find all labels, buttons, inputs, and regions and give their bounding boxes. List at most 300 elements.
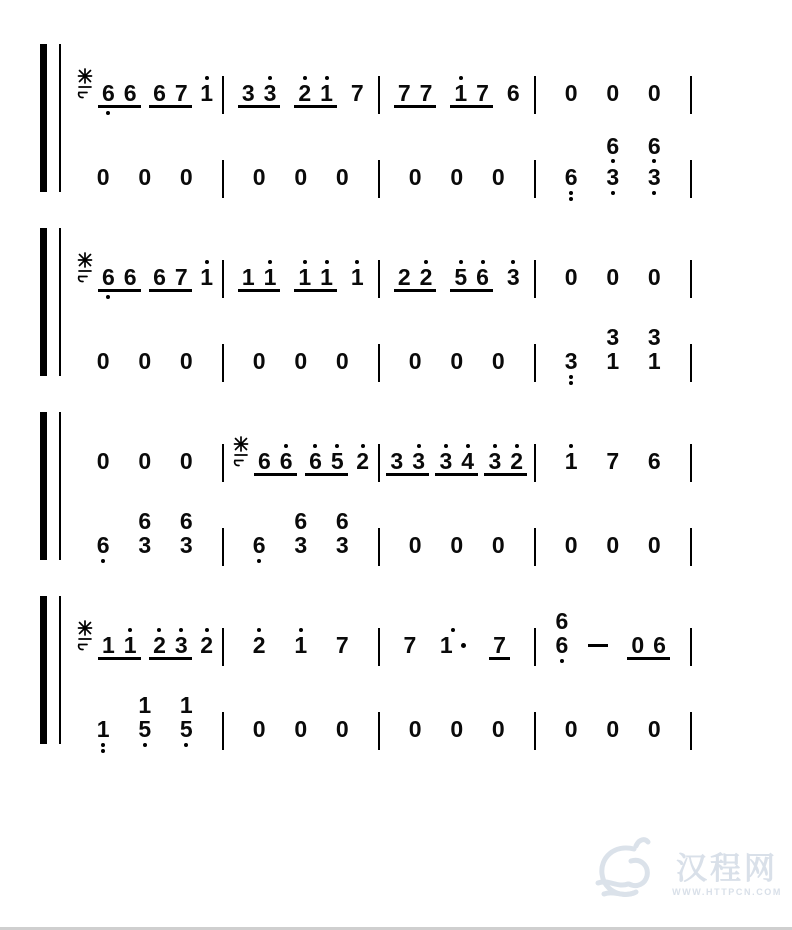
measure (68, 620, 222, 660)
digit-row (510, 448, 524, 474)
rest (252, 164, 266, 190)
note-digit: 1 (200, 80, 213, 106)
note-digit: 2 (356, 448, 369, 474)
jianpu-score (40, 44, 692, 780)
score-system-4 (40, 596, 692, 744)
octave-dots-below (257, 559, 261, 563)
measure (68, 348, 222, 376)
digit-row (252, 164, 266, 190)
octave-dot (611, 191, 615, 195)
digit-row (408, 348, 422, 374)
note (263, 260, 277, 290)
measure (536, 264, 690, 292)
note-digit: 3 (294, 532, 308, 558)
measure (224, 508, 378, 560)
rest (450, 348, 464, 374)
watermark-brand: 汉程网 (676, 850, 779, 886)
digit-row (408, 716, 422, 742)
note (279, 444, 293, 474)
note-digit: 6 (102, 264, 115, 290)
note-digit: 0 (96, 164, 110, 190)
note-digit: 0 (491, 164, 505, 190)
measure (536, 608, 690, 660)
note (350, 260, 364, 290)
note (488, 444, 502, 474)
beamed-group (149, 264, 192, 292)
note-digit: 0 (606, 716, 620, 742)
note (506, 260, 520, 290)
score-system-2 (40, 228, 692, 376)
barline (534, 260, 537, 298)
note (294, 508, 308, 534)
note (179, 532, 193, 558)
note (419, 260, 433, 290)
digit-row (606, 324, 620, 350)
note (454, 76, 468, 106)
digit-row (298, 80, 312, 106)
note (461, 444, 475, 474)
digit-row (298, 264, 312, 290)
digit-row (263, 80, 277, 106)
measure (380, 76, 534, 108)
measure (536, 80, 690, 108)
note-digit: 0 (138, 448, 152, 474)
note (102, 264, 115, 290)
digit-row (350, 264, 364, 290)
note-digit: 2 (298, 80, 312, 106)
measure (536, 444, 690, 476)
watermark-url: WWW.HTTPCN.COM (672, 886, 782, 897)
rest (252, 716, 266, 742)
note-digit: 0 (335, 348, 349, 374)
note (335, 532, 349, 558)
digit-row (102, 264, 115, 290)
chord (606, 133, 620, 190)
note-digit: 3 (564, 348, 578, 374)
rest (408, 348, 422, 374)
digit-row (153, 264, 166, 290)
octave-dot (101, 749, 105, 753)
measure (380, 348, 534, 376)
chord (179, 508, 193, 558)
rest (450, 532, 464, 558)
note (96, 532, 110, 558)
note-digit: 1 (439, 632, 453, 658)
note-digit: 3 (488, 448, 502, 474)
rest (564, 264, 578, 290)
note-digit: 7 (350, 80, 364, 106)
digit-row (564, 716, 578, 742)
octave-dot (184, 743, 188, 747)
beamed-group (238, 260, 281, 292)
rest (138, 164, 152, 190)
system-bracket (40, 44, 61, 192)
octave-dots-below (611, 159, 615, 163)
digit-row (138, 448, 152, 474)
note-digit: 3 (647, 324, 661, 350)
note-digit: 2 (200, 632, 213, 658)
note-digit: 3 (390, 448, 404, 474)
digit-row (200, 632, 213, 658)
note-digit: 1 (294, 632, 308, 658)
rest (647, 264, 661, 290)
note (606, 164, 620, 190)
note-digit: 0 (408, 532, 422, 558)
digit-row (564, 532, 578, 558)
measure (224, 260, 378, 292)
barline (378, 76, 381, 114)
octave-dots-below (560, 659, 564, 663)
note-digit: 0 (252, 348, 266, 374)
digit-row (403, 632, 417, 658)
digit-row (564, 80, 578, 106)
note-digit: 6 (506, 80, 520, 106)
note-digit: 6 (606, 133, 620, 159)
note-digit: 3 (439, 448, 453, 474)
beamed-group (305, 444, 348, 476)
note (258, 448, 271, 474)
note-digit: 0 (491, 532, 505, 558)
note-digit: 0 (294, 716, 308, 742)
note-digit: 1 (241, 264, 255, 290)
note-digit: 0 (408, 164, 422, 190)
digit-row (252, 716, 266, 742)
barline (534, 160, 537, 198)
note (390, 448, 404, 474)
note-digit: 7 (476, 80, 489, 106)
note-digit: 0 (294, 348, 308, 374)
note-digit: 3 (179, 532, 193, 558)
digit-row (294, 532, 308, 558)
note (320, 260, 333, 290)
measure (536, 716, 690, 744)
melody-line (68, 228, 692, 292)
measure (224, 164, 378, 192)
note (439, 628, 466, 658)
digit-row (179, 348, 193, 374)
barline (534, 628, 537, 666)
rest (647, 716, 661, 742)
digit-row (397, 264, 411, 290)
note (200, 76, 213, 106)
note-digit: 1 (298, 264, 312, 290)
rest (450, 164, 464, 190)
rest (564, 716, 578, 742)
octave-dot (652, 159, 656, 163)
melody-line (68, 44, 692, 108)
note-digit: 0 (631, 632, 645, 658)
digit-row (647, 133, 661, 159)
note (138, 716, 152, 742)
note-digit: 0 (179, 348, 193, 374)
note (102, 80, 115, 106)
note (493, 632, 506, 658)
digit-row (96, 716, 110, 742)
barline (378, 160, 381, 198)
note-digit: 0 (647, 716, 661, 742)
digit-row (252, 532, 266, 558)
octave-dot (101, 559, 105, 563)
barline (378, 628, 381, 666)
note-digit: 0 (408, 348, 422, 374)
note-digit: 1 (96, 716, 110, 742)
digit-row (506, 80, 520, 106)
note-digit: 0 (564, 716, 578, 742)
note-digit: 7 (174, 264, 188, 290)
note-digit: 7 (493, 632, 506, 658)
system-lines (68, 228, 692, 376)
note-digit: 1 (647, 348, 661, 374)
digit-row (320, 264, 333, 290)
digit-row (419, 80, 433, 106)
note (294, 628, 308, 658)
barline (378, 712, 381, 750)
note-digit: 0 (450, 716, 464, 742)
barline (222, 628, 225, 666)
digit-row (96, 348, 110, 374)
note-digit: 0 (647, 264, 661, 290)
note-digit: 4 (461, 448, 475, 474)
rest (294, 716, 308, 742)
barline (690, 628, 693, 666)
rest (408, 532, 422, 558)
digit-row (241, 264, 255, 290)
digit-row (138, 692, 152, 718)
digit-row (350, 80, 364, 106)
sustain-dash (588, 644, 608, 647)
digit-row (179, 716, 193, 742)
digit-row (408, 532, 422, 558)
watermark-logo-icon (590, 835, 670, 914)
digit-row (491, 348, 505, 374)
note (241, 80, 255, 106)
rest (450, 716, 464, 742)
digit-row (123, 80, 137, 106)
digit-row (200, 80, 213, 106)
measure (68, 448, 222, 476)
octave-dots-below (101, 559, 105, 563)
note (200, 628, 213, 658)
digit-row (335, 508, 349, 534)
digit-row (153, 632, 166, 658)
barline (378, 260, 381, 298)
digit-row (252, 348, 266, 374)
octave-dots-below (143, 743, 147, 747)
note-digit: 1 (102, 632, 115, 658)
beamed-group (294, 260, 337, 292)
rest (491, 348, 505, 374)
note (647, 448, 661, 474)
measure (68, 164, 222, 192)
digit-row (335, 716, 349, 742)
note-digit: 2 (397, 264, 411, 290)
note (96, 716, 110, 742)
rest (335, 348, 349, 374)
note-digit: 0 (294, 164, 308, 190)
rest (606, 532, 620, 558)
note-digit: 6 (179, 508, 193, 534)
beamed-group (294, 76, 337, 108)
digit-row (179, 448, 193, 474)
beamed-group (98, 80, 141, 108)
rest (96, 348, 110, 374)
note-digit: 0 (179, 164, 193, 190)
digit-row (294, 632, 308, 658)
barline (534, 528, 537, 566)
note-digit: 0 (252, 716, 266, 742)
note-digit: 0 (450, 164, 464, 190)
note (294, 532, 308, 558)
note (647, 133, 661, 163)
digit-row (153, 80, 166, 106)
accompaniment-line (68, 128, 692, 192)
note-digit: 0 (564, 264, 578, 290)
digit-row (606, 716, 620, 742)
digit-row (138, 508, 152, 534)
rest (138, 348, 152, 374)
barline (534, 76, 537, 114)
accompaniment-line (68, 312, 692, 376)
note-digit: 0 (606, 264, 620, 290)
digit-row (279, 448, 293, 474)
beamed-group (149, 80, 192, 108)
note-digit: 6 (653, 632, 666, 658)
note-digit: 0 (647, 80, 661, 106)
digit-row (461, 448, 475, 474)
note-digit: 1 (138, 692, 152, 718)
digit-row (450, 164, 464, 190)
note-digit: 6 (279, 448, 293, 474)
score-system-3 (40, 412, 692, 560)
note-digit: 2 (252, 632, 266, 658)
digit-row (174, 264, 188, 290)
digit-row (488, 448, 502, 474)
note-digit: 0 (491, 348, 505, 374)
note-digit: 5 (138, 716, 152, 742)
note-digit: 6 (294, 508, 308, 534)
rest (179, 164, 193, 190)
glissando-ornament-icon (77, 252, 93, 283)
digit-row (96, 448, 110, 474)
note (335, 632, 349, 658)
digit-row (647, 80, 661, 106)
note (647, 348, 661, 374)
note-digit: 0 (138, 348, 152, 374)
measure (380, 716, 534, 744)
measure (68, 508, 222, 560)
digit-row (200, 264, 213, 290)
chord (647, 133, 661, 190)
note (454, 260, 468, 290)
note (123, 628, 137, 658)
digit-row (179, 532, 193, 558)
digit-row (320, 80, 333, 106)
chord (138, 692, 152, 742)
note-digit: 5 (454, 264, 468, 290)
note (153, 80, 166, 106)
octave-dots-below (184, 743, 188, 747)
octave-dot (257, 559, 261, 563)
digit-row (454, 264, 468, 290)
measure (224, 436, 378, 476)
digit-row (491, 716, 505, 742)
digit-row (294, 164, 308, 190)
octave-dots-below (569, 191, 573, 201)
rest (96, 164, 110, 190)
octave-dot (569, 381, 573, 385)
note-digit: 6 (258, 448, 271, 474)
note-digit: 6 (102, 80, 115, 106)
octave-dot (569, 375, 573, 379)
note-digit: 6 (153, 264, 166, 290)
note (653, 632, 666, 658)
measure (380, 628, 534, 660)
note (335, 508, 349, 534)
note-digit: 2 (419, 264, 433, 290)
digit-row (564, 164, 578, 190)
note (174, 80, 188, 106)
barline (690, 260, 693, 298)
note (179, 508, 193, 534)
system-bracket (40, 228, 61, 376)
digit-row (439, 448, 453, 474)
note (564, 164, 578, 190)
digit-row (476, 80, 489, 106)
barline (690, 344, 693, 382)
rest (294, 348, 308, 374)
system-lines (68, 412, 692, 560)
octave-dot (106, 111, 110, 115)
note (555, 632, 569, 658)
note (564, 348, 578, 374)
note-digit: 7 (403, 632, 417, 658)
chord (138, 508, 152, 558)
barline (378, 444, 381, 482)
rest (408, 164, 422, 190)
note (350, 80, 364, 106)
rest (335, 164, 349, 190)
melody-line (68, 596, 692, 660)
digit-row (653, 632, 666, 658)
digit-row (564, 348, 578, 374)
rest (491, 532, 505, 558)
barline (690, 528, 693, 566)
digit-row (294, 348, 308, 374)
digit-row (606, 164, 620, 190)
accompaniment-line (68, 680, 692, 744)
rest (564, 532, 578, 558)
note (252, 628, 266, 658)
note (138, 532, 152, 558)
note-digit: 3 (506, 264, 520, 290)
note-digit: 2 (153, 632, 166, 658)
barline (222, 344, 225, 382)
beamed-group (627, 632, 670, 660)
note-digit: 0 (564, 80, 578, 106)
barline (534, 444, 537, 482)
note-digit: 6 (555, 608, 569, 634)
note-digit: 0 (450, 532, 464, 558)
octave-dots-below (569, 375, 573, 385)
note-digit: 3 (606, 324, 620, 350)
octave-dot (652, 191, 656, 195)
note (174, 264, 188, 290)
measure (68, 692, 222, 744)
digit-row (606, 264, 620, 290)
rest (491, 716, 505, 742)
measure (224, 716, 378, 744)
octave-dots-below (106, 295, 110, 299)
